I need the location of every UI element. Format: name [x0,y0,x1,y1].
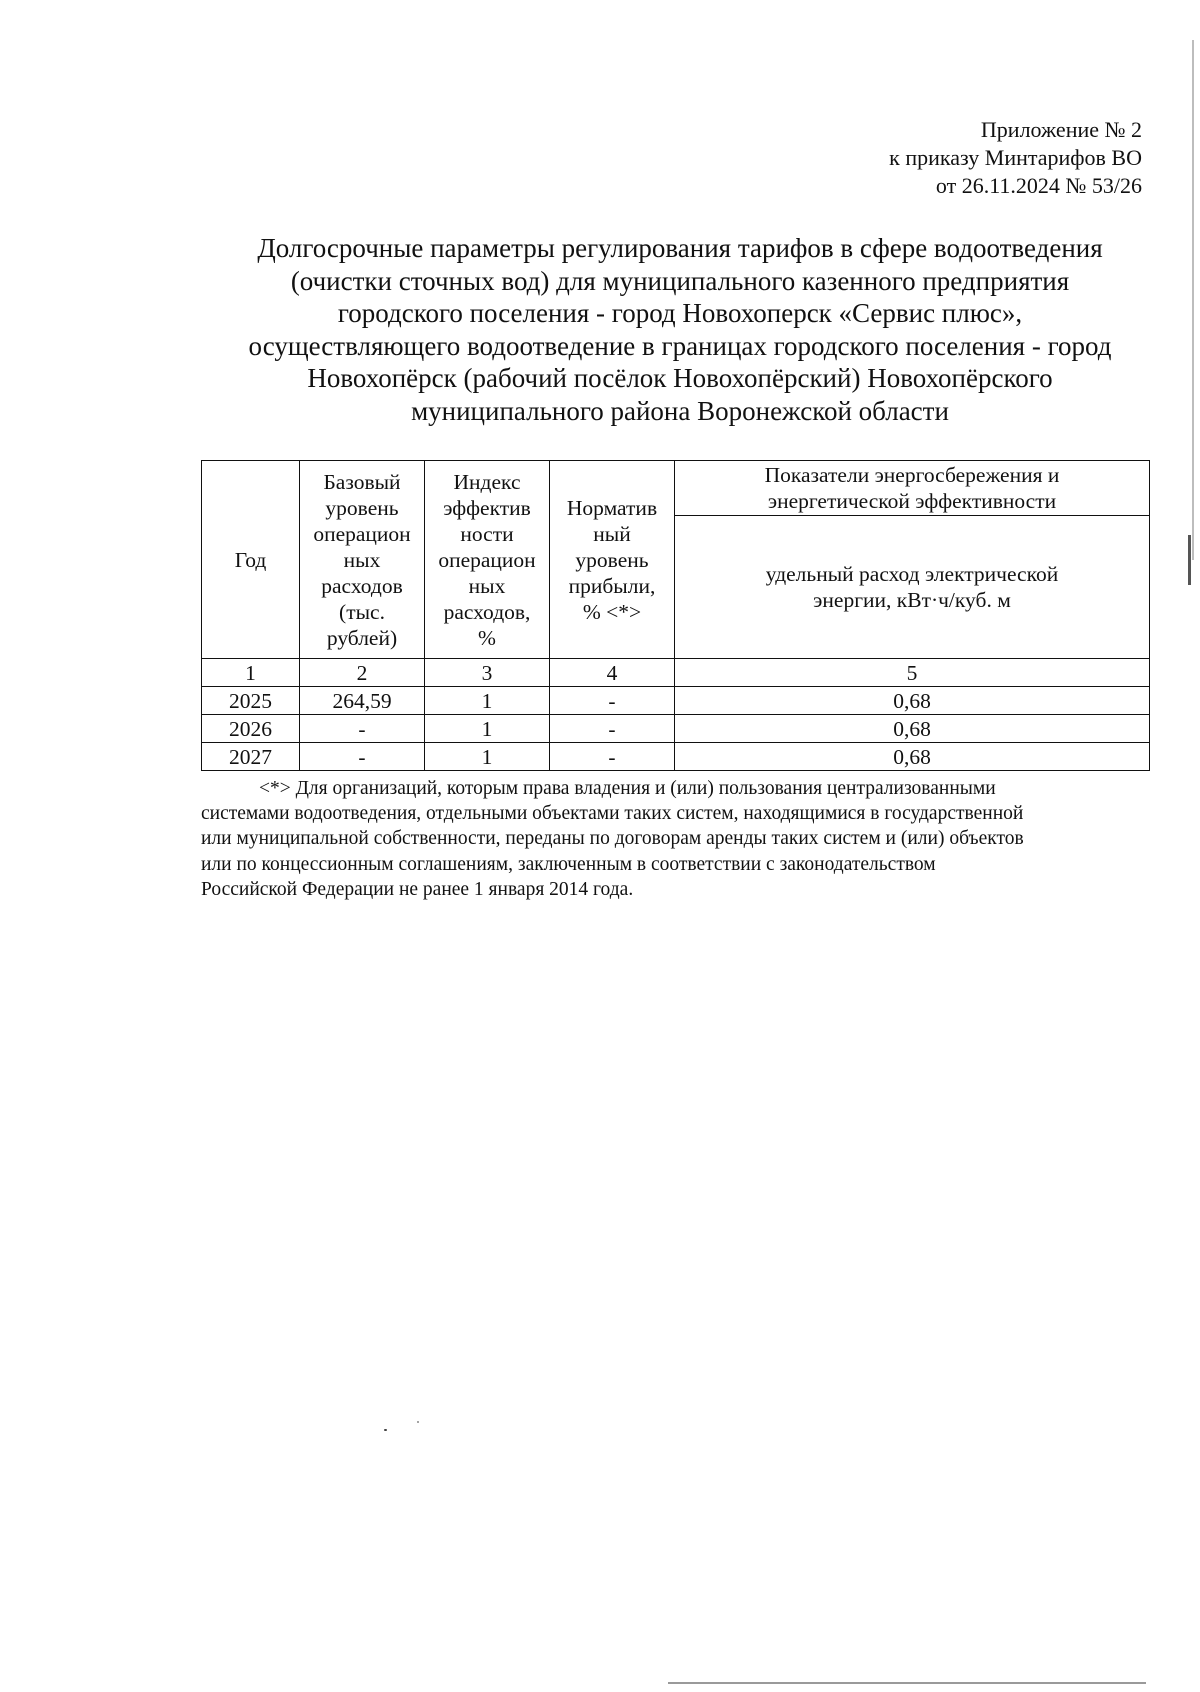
header-text-line: уровень [575,547,649,572]
document-title [200,232,1160,427]
scan-edge-line [1192,40,1194,560]
header-text-line: рублей) [326,625,398,650]
header-profit-norm [550,461,675,659]
column-number: 4 [550,659,675,687]
header-text-line: % <*> [582,599,642,624]
header-row-1 [202,461,1150,516]
header-text-line: эффектив [443,495,531,520]
cell-profit-norm: - [550,687,675,715]
table-row [202,743,1150,771]
footnote-line: Российской Федерации не ранее 1 января 2014 года. [201,878,634,900]
header-text-line: расходов, [443,599,531,624]
cell-energy: 0,68 [675,743,1150,771]
cell-energy: 0,68 [675,715,1150,743]
header-text-line: удельный расход электрической [765,562,1059,586]
header-text-line: операцион [313,521,411,546]
header-text-line: Базовый [323,469,401,494]
cell-profit-norm: - [550,715,675,743]
footnote-line: или по концессионным соглашениям, заключенным в соответствии с законодательством [201,853,936,875]
column-number: 1 [202,659,300,687]
title-line: осуществляющего водоотведение в границах городского поселения - город [248,330,1112,361]
header-text-line: расходов [321,573,403,598]
footnote-line: системами водоотведения, отдельными объектами таких систем, находящимися в государственной [201,803,1024,825]
table-row [202,715,1150,743]
cell-efficiency-index: 1 [425,687,550,715]
annex-order-date: от 26.11.2024 № 53/26 [935,173,1142,198]
header-text-line: энергии, кВт·ч/куб. м [813,588,1011,612]
annex-header [889,116,1142,200]
header-year [202,461,300,659]
title-line: Новохопёрск (рабочий посёлок Новохопёрский) Новохопёрского [307,363,1053,393]
title-line: Долгосрочные параметры регулирования тарифов в сфере водоотведения [257,233,1103,263]
parameters-table [201,460,1150,771]
header-year-label: Год [234,547,267,572]
header-text-line: Индекс [453,469,521,494]
footnote [201,776,1149,902]
header-text-line: прибыли, [568,573,656,598]
scan-speck [384,1429,387,1431]
cell-efficiency-index: 1 [425,715,550,743]
header-text-line: Норматив [566,495,658,520]
footnote-line: или муниципальной собственности, переданы по договорам аренды таких систем и (или) объектов [201,828,1024,850]
scan-speck [417,1421,419,1423]
title-line: муниципального района Воронежской области [411,395,949,426]
table-row [202,687,1150,715]
header-text-line: ных [468,573,506,598]
cell-base-level: - [300,743,425,771]
column-number-row [202,659,1150,687]
scan-edge-mark [1188,535,1191,585]
cell-base-level: 264,59 [300,687,425,715]
cell-base-level: - [300,715,425,743]
header-text-line: (тыс. [339,599,385,624]
header-text-line: ных [343,547,381,572]
cell-year: 2026 [202,715,300,743]
header-text-line: Показатели энергосбережения и [764,463,1060,487]
cell-year: 2025 [202,687,300,715]
header-text-line: энергетической эффективности [767,489,1057,513]
header-text-line: операцион [438,547,536,572]
cell-efficiency-index: 1 [425,743,550,771]
title-line: (очистки сточных вод) для муниципального казенного предприятия [290,265,1070,296]
header-text-line: % [478,625,496,650]
annex-number: Приложение № 2 [980,117,1142,142]
column-number: 3 [425,659,550,687]
title-line: городского поселения - город Новохоперск «Сервис плюс», [337,298,1023,328]
column-number: 2 [300,659,425,687]
cell-profit-norm: - [550,743,675,771]
header-text-line: ный [593,521,631,546]
cell-year: 2027 [202,743,300,771]
header-text-line: ности [460,521,514,546]
header-energy-group [675,461,1150,516]
header-energy-consumption [675,516,1150,659]
header-efficiency-index [425,461,550,659]
cell-energy: 0,68 [675,687,1150,715]
scan-bottom-line [668,1682,1146,1684]
header-text-line: уровень [325,495,399,520]
annex-order-ref: к приказу Минтарифов ВО [889,145,1142,170]
header-base-level [300,461,425,659]
column-number: 5 [675,659,1150,687]
footnote-line: <*> Для организаций, которым права владения и (или) пользования централизованными [259,778,996,799]
